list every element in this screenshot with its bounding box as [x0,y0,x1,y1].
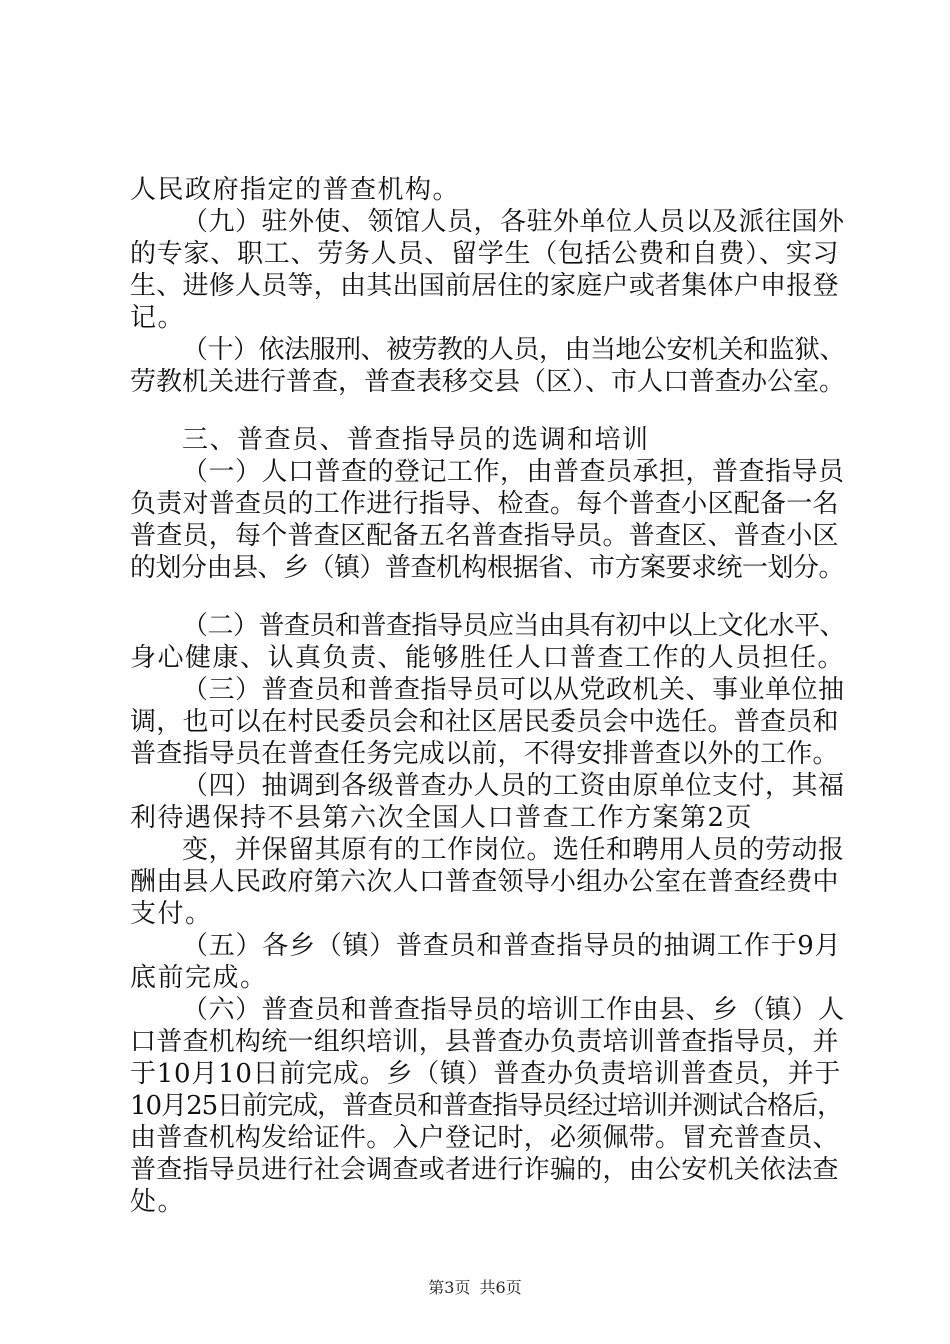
text-line: 的划分由县、乡（镇）普查机构根据省、市方案要求统一划分。 [130,553,845,583]
text-line: （二）普查员和普查指导员应当由具有初中以上文化水平、 [182,611,846,641]
text-line: 利待遇保持不县第六次全国人口普查工作方案第2页 [130,803,754,833]
text-line: 支付。 [130,899,213,929]
text-line: 口普查机构统一组织培训，县普查办负责培训普查指导员，并 [130,1027,839,1057]
page-footer [0,1278,950,1298]
text-line: 处。 [130,1187,186,1217]
text-line: 由普查机构发给证件。入户登记时，必须佩带。冒充普查员、 [130,1123,839,1153]
text-line: 普查指导员进行社会调查或者进行诈骗的，由公安机关依法查 [130,1155,839,1185]
text-line: 调，也可以在村民委员会和社区居民委员会中选任。普查员和 [130,707,839,737]
text-line: 普查指导员在普查任务完成以前，不得安排普查以外的工作。 [130,739,839,769]
text-line: 的专家、职工、劳务人员、留学生（包括公费和自费）、实习 [130,239,840,269]
text-line: （九）驻外使、领馆人员，各驻外单位人员以及派往国外 [182,207,845,237]
section-heading: 三、普查员、普查指导员的选调和培训 [182,425,650,455]
text-line: 底前完成。 [130,963,268,993]
text-line: 人民政府指定的普查机构。 [130,175,461,205]
text-line: （三）普查员和普查指导员可以从党政机关、事业单位抽 [182,675,845,705]
page-number: 第3页 [428,1278,471,1297]
text-line: 身心健康、认真负责、能够胜任人口普查工作的人员担任。 [130,643,846,673]
text-line: 记。 [130,303,186,333]
text-line: 劳教机关进行普查，普查表移交县（区）、市人口普查办公室。 [130,367,846,397]
text-line: 酬由县人民政府第六次人口普查领导小组办公室在普查经费中 [130,867,839,897]
text-line: （六）普查员和普查指导员的培训工作由县、乡（镇）人 [182,995,845,1025]
text-line: 10月25日前完成，普查员和普查指导员经过培训并测试合格后， [130,1091,843,1121]
text-line: 于10月10日前完成。乡（镇）普查办负责培训普查员，并于 [130,1059,842,1089]
text-line: （十）依法服刑、被劳教的人员，由当地公安机关和监狱、 [182,335,846,365]
text-line: 普查员，每个普查区配备五名普查指导员。普查区、普查小区 [130,521,839,551]
page-total: 共6页 [479,1278,522,1297]
text-line: （四）抽调到各级普查办人员的工资由原单位支付，其福 [182,771,845,801]
text-line: 生、进修人员等，由其出国前居住的家庭户或者集体户申报登 [130,271,839,301]
text-line: （五）各乡（镇）普查员和普查指导员的抽调工作于9月 [182,931,842,961]
text-line: 负责对普查员的工作进行指导、检查。每个普查小区配备一名 [130,489,839,519]
text-line: 变，并保留其原有的工作岗位。选任和聘用人员的劳动报 [182,835,845,865]
text-line: （一）人口普查的登记工作，由普查员承担，普查指导员 [182,457,845,487]
